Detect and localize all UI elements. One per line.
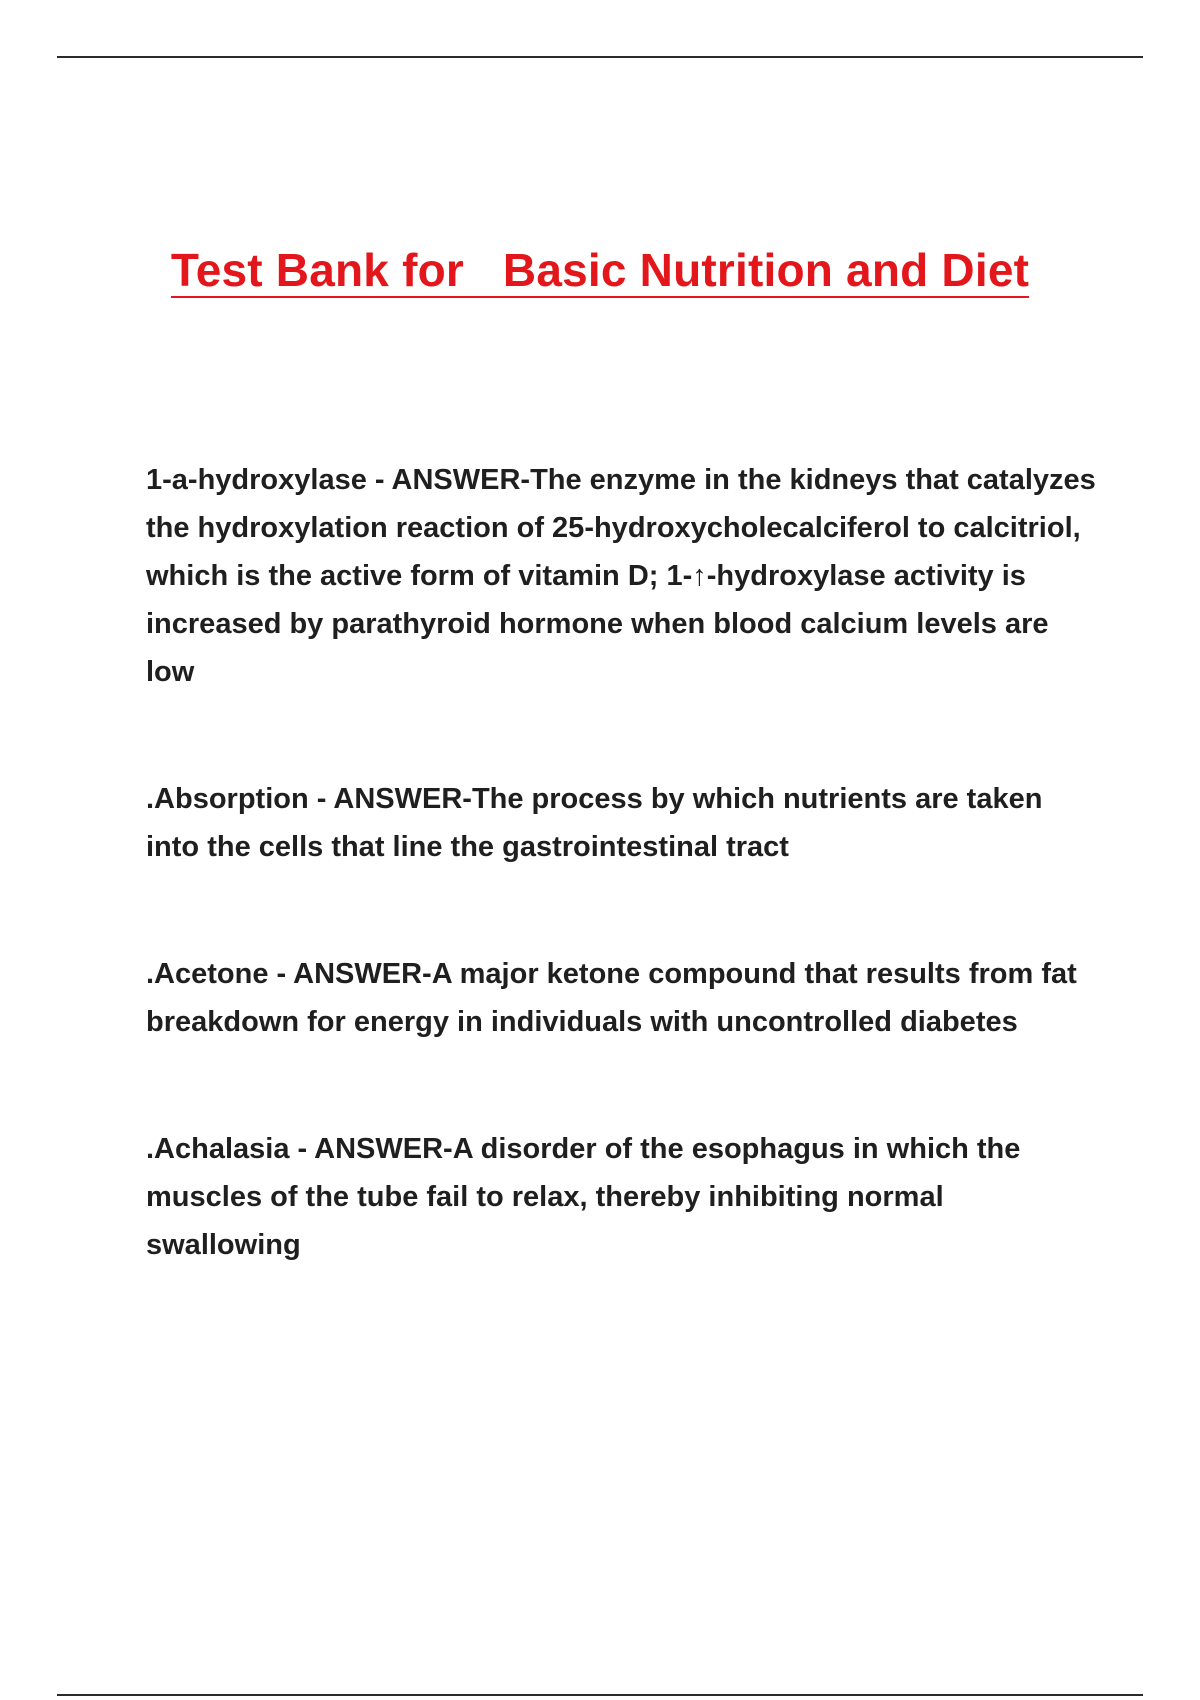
header-rule <box>57 56 1143 58</box>
answer-entry: .Achalasia - ANSWER-A disorder of the esophagus in which the muscles of the tube fail to relax, thereby inhibiting normal swallowing <box>146 1133 1021 1261</box>
answer-entry: 1-a-hydroxylase - ANSWER-The enzyme in the kidneys that catalyzes the hydroxylation reaction of 25-hydroxycholecalciferol to calcitriol, which is the active form of vitamin D; 1-↑-hydroxylase activity is increased by parathyroid hormone when blood calcium levels are low <box>146 464 1096 688</box>
answer-list <box>146 456 1096 1269</box>
answer-entry: .Absorption - ANSWER-The process by which nutrients are taken into the cells that line the gastrointestinal tract <box>146 783 1043 863</box>
document-title <box>0 242 1200 298</box>
answer-entry: .Acetone - ANSWER-A major ketone compound that results from fat breakdown for energy in individuals with uncontrolled diabetes <box>146 958 1077 1038</box>
footer-rule <box>57 1694 1143 1696</box>
document-title-text: Test Bank for Basic Nutrition and Diet <box>170 244 1030 296</box>
